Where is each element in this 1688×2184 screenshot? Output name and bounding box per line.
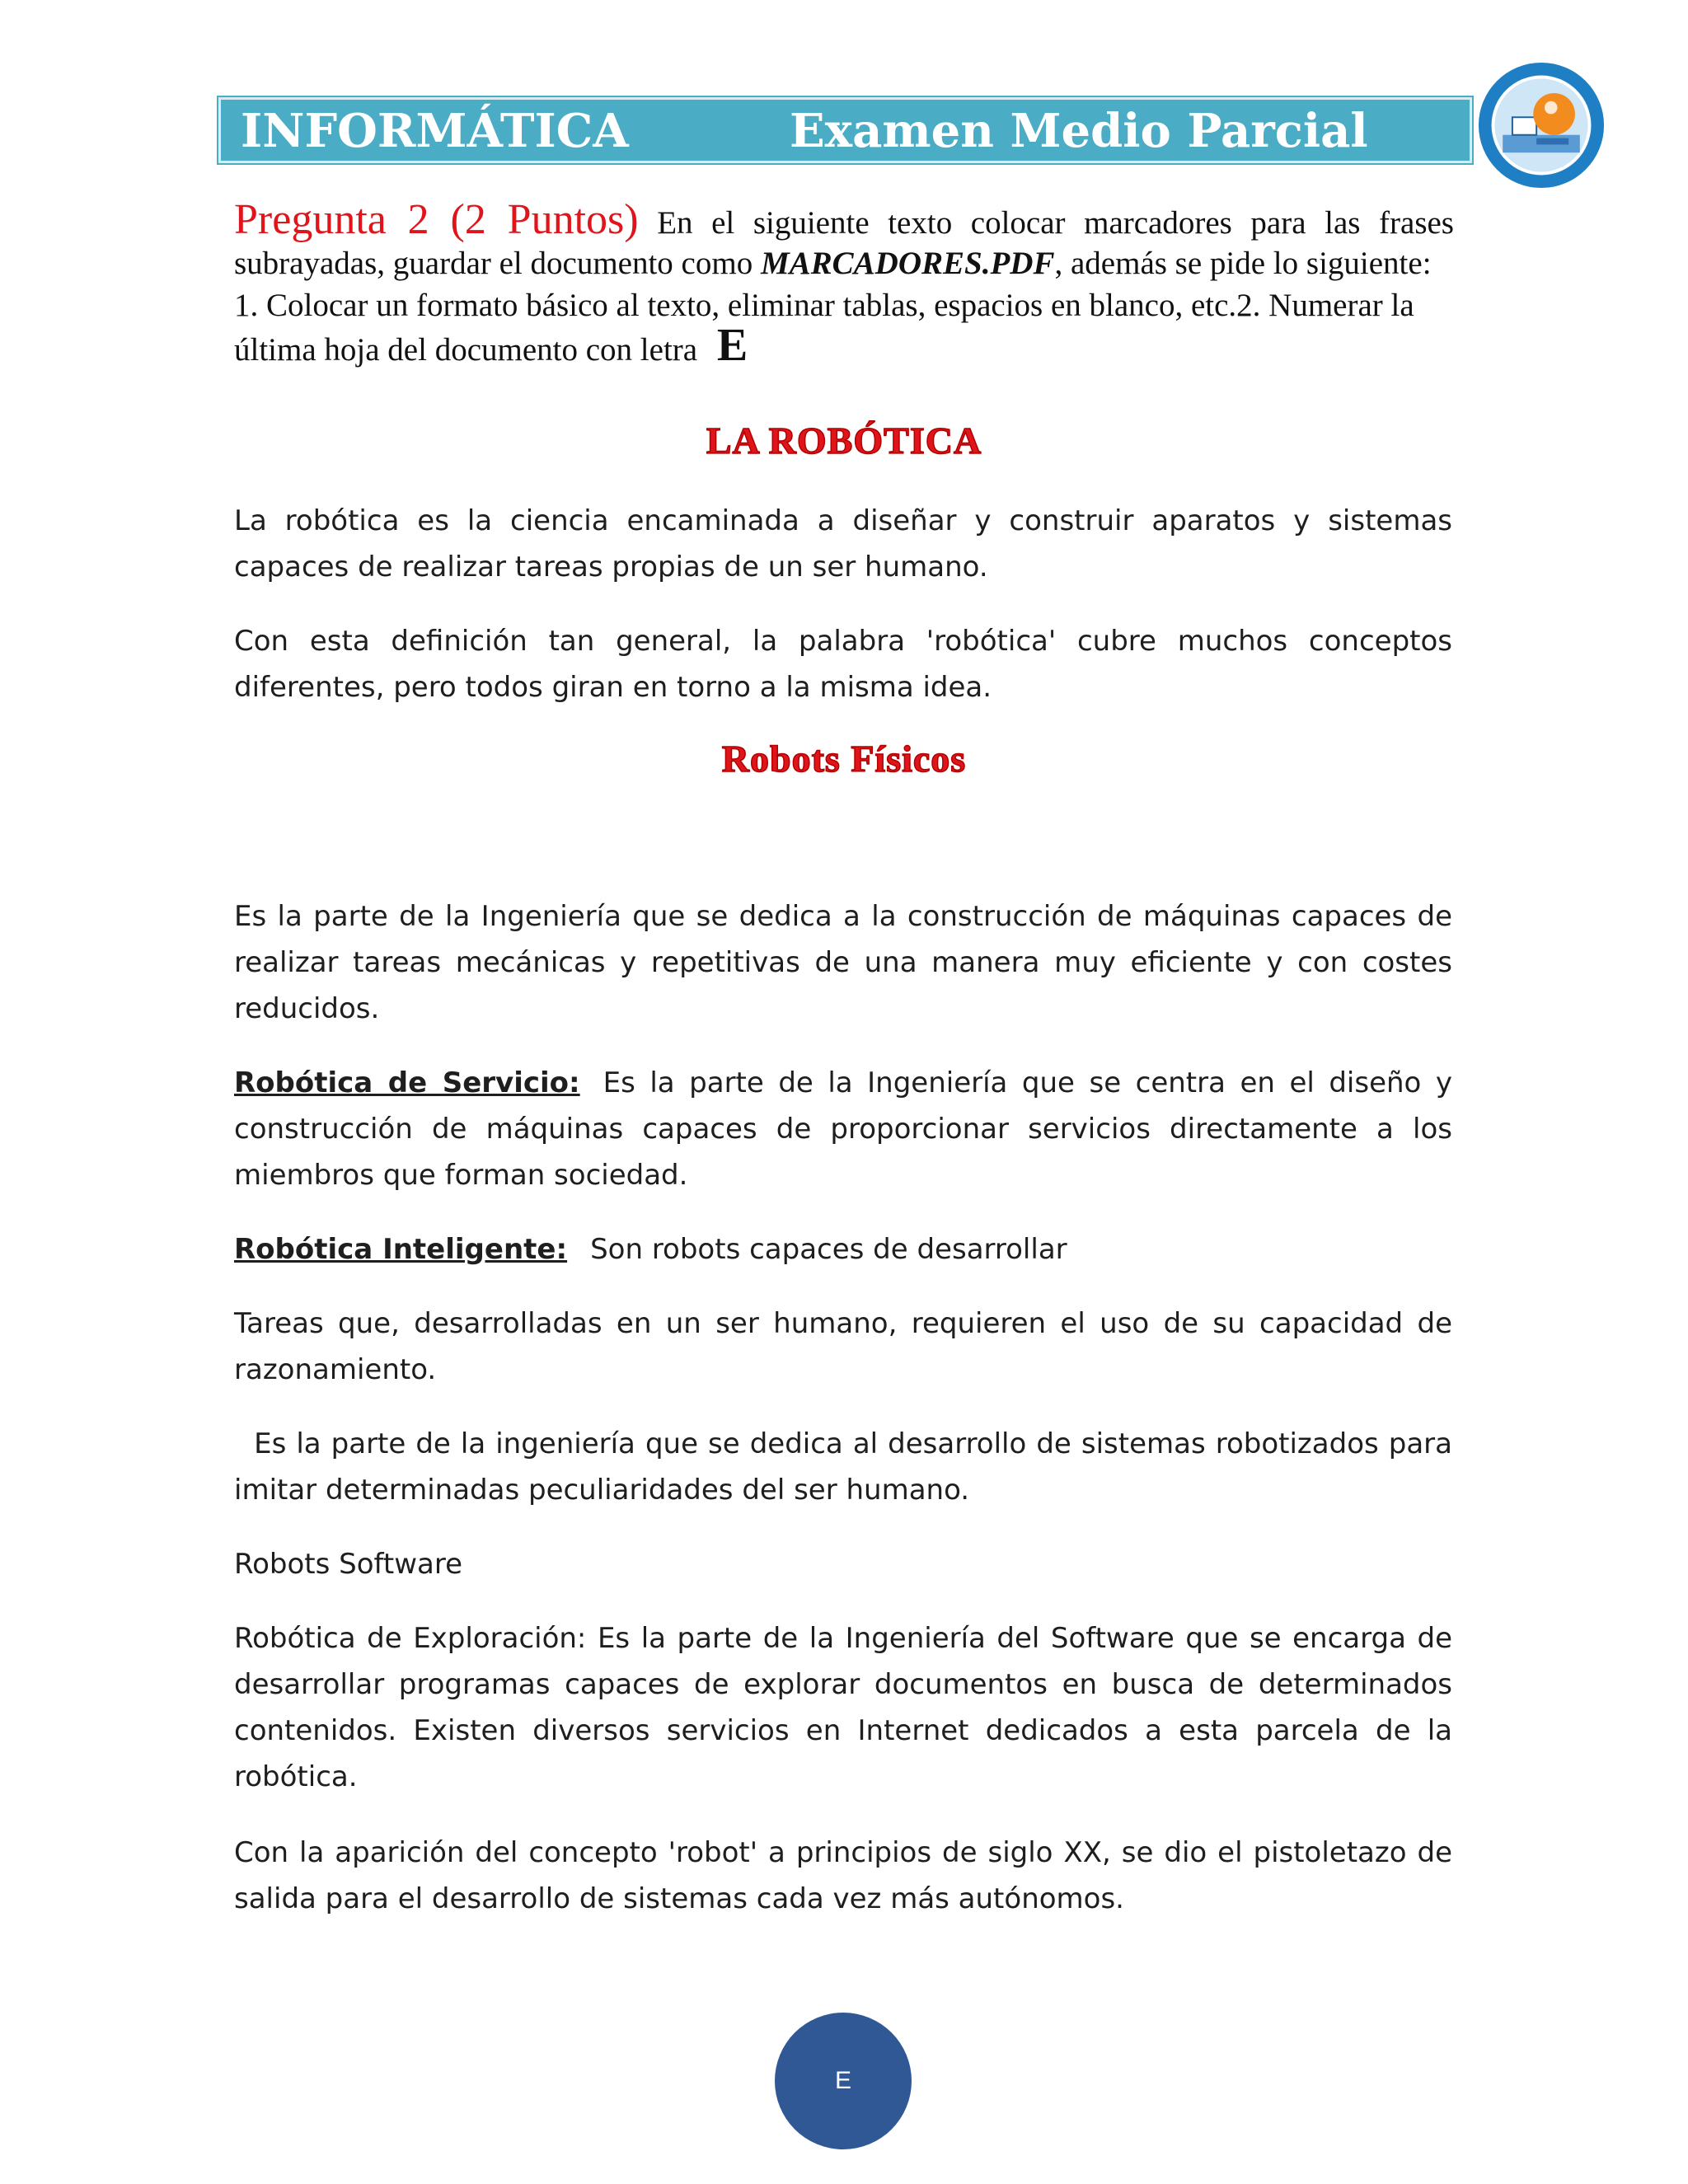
servicio-label: Robótica de Servicio:: [234, 1066, 580, 1099]
question-intro: En el siguiente texto colocar marcadores para las frases subrayadas, guardar el documento como: [234, 205, 1454, 281]
paragraph: Tareas que, desarrolladas en un ser humano, requieren el uso de su capacidad de razonamiento.: [234, 1307, 1452, 1386]
paragraph: Con la aparición del concepto 'robot' a principios de siglo XX, se dio el pistoletazo de salida para el desarrollo de sistemas cada vez más autónomos.: [234, 1836, 1452, 1915]
header-exam-title: Examen Medio Parcial: [790, 104, 1368, 158]
question-item-1: 1. Colocar un formato básico al texto, eliminar tablas, espacios en blanco, etc.2. Numerar la última hoja del documento con letra: [234, 288, 1414, 368]
header-subject: INFORMÁTICA: [241, 104, 629, 158]
university-seal-icon: [1477, 61, 1606, 190]
header-bar: [218, 97, 1472, 163]
paragraph: Robots Software: [234, 1548, 463, 1581]
question-intro-end: , además se pide lo siguiente:: [1054, 246, 1432, 281]
paragraph-inteligente: [234, 1226, 1452, 1272]
section-subtitle: Robots Físicos: [721, 738, 967, 780]
inteligente-text: Son robots capaces de desarrollar: [590, 1233, 1067, 1266]
document-title: LA ROBÓTICA: [706, 419, 982, 462]
paragraph: Con esta definición tan general, la palabra 'robótica' cubre muchos conceptos diferentes, pero todos giran en torno a la misma idea.: [234, 625, 1452, 704]
inteligente-label: Robótica Inteligente:: [234, 1233, 568, 1266]
paragraph: Es la parte de la ingeniería que se dedica al desarrollo de sistemas robotizados para imitar determinadas peculiaridades del ser humano.: [234, 1427, 1461, 1507]
paragraph: La robótica es la ciencia encaminada a diseñar y construir aparatos y sistemas capaces de realizar tareas propias de un ser humano.: [234, 504, 1452, 583]
paragraph-servicio: [234, 1060, 1452, 1198]
paragraph: Es la parte de la Ingeniería que se dedica a la construcción de máquinas capaces de realizar tareas mecánicas y repetitivas de una manera muy eficiente y con costes reducidos.: [234, 900, 1452, 1025]
question-filename: MARCADORES.PDF: [760, 246, 1055, 281]
question-title: Pregunta 2 (2 Puntos): [234, 196, 639, 243]
question-block: [234, 196, 1454, 371]
servicio-text: Es la parte de la Ingeniería que se centra en el diseño y construcción de máquinas capaces de proporcionar servicios directamente a los miembros que forman sociedad.: [234, 1066, 1452, 1192]
page-number: E: [775, 2013, 912, 2149]
question-letter: E: [716, 320, 748, 371]
paragraph: Robótica de Exploración: Es la parte de la Ingeniería del Software que se encarga de desarrollar programas capaces de explorar documentos en busca de determinados contenidos. Existen diversos servicios en Internet dedicados a esta parcela de la robótica.: [234, 1622, 1452, 1793]
